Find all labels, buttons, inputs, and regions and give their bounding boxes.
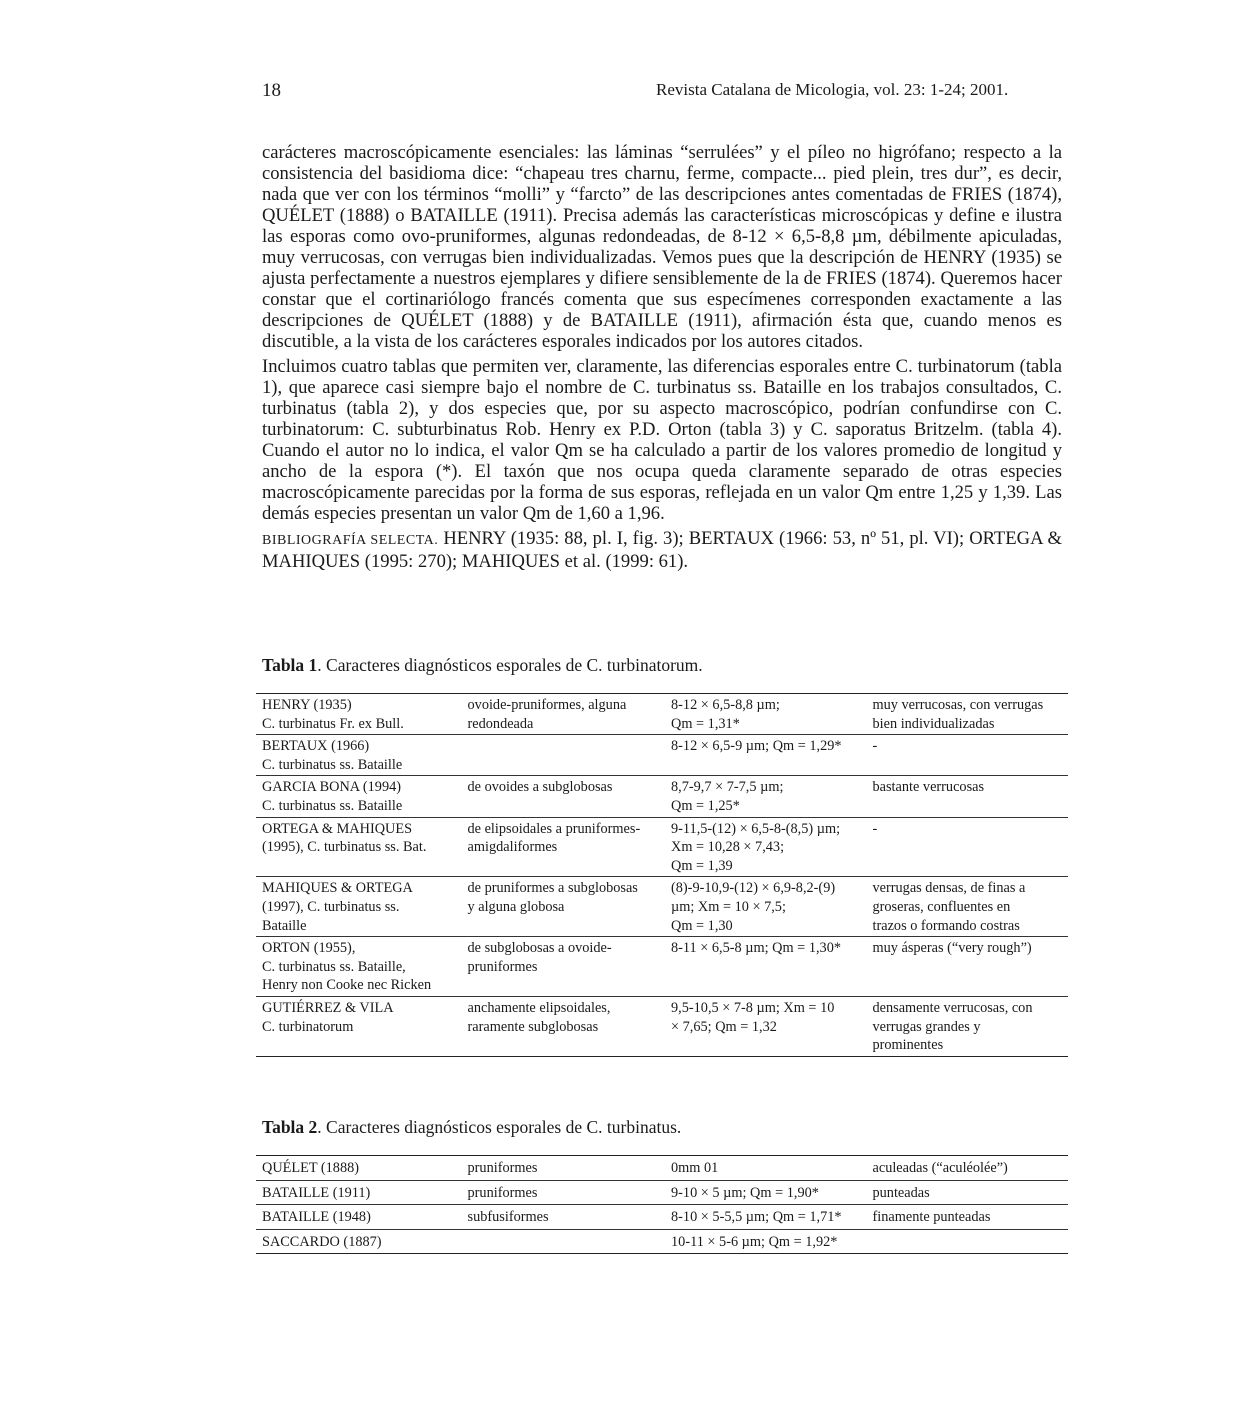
table-cell-size (665, 694, 866, 735)
table-cell-author (256, 817, 462, 877)
table-cell-size (665, 817, 866, 877)
table-2 (256, 1155, 1068, 1254)
cell-line: 8-12 × 6,5-8,8 µm; (671, 697, 780, 713)
cell-line: × 7,65; Qm = 1,32 (671, 1018, 777, 1035)
cell-line: MAHIQUES & ORTEGA (262, 880, 413, 897)
running-header: Revista Catalana de Micologia, vol. 23: 1-24; 2001. (656, 80, 1009, 99)
table-cell-shape (462, 996, 666, 1056)
table2-caption-label: Tabla 2 (262, 1117, 318, 1137)
table2-caption-text: . Caracteres diagnósticos esporales de C. turbinatus. (317, 1117, 682, 1137)
cell-line: GUTIÉRREZ & VILA (262, 999, 394, 1016)
cell-line: de elipsoidales a pruniformes- (467, 820, 641, 837)
table-cell-shape (462, 776, 666, 817)
cell-line: verrugas densas, de finas a (872, 880, 1026, 897)
table-cell-size (665, 776, 866, 817)
table-cell-shape (462, 694, 666, 735)
table-row (256, 937, 1068, 997)
table-cell-shape (462, 1229, 666, 1254)
cell-line: y alguna globosa (467, 898, 565, 915)
table-cell-ornament (867, 996, 1069, 1056)
table-cell-ornament (867, 877, 1069, 937)
cell-line: ORTEGA & MAHIQUES (262, 820, 413, 837)
table-cell-author: QUÉLET (1888) (262, 1160, 360, 1176)
table-cell-ornament (867, 937, 1069, 997)
cell-line: Qm = 1,39 (671, 857, 733, 874)
cell-line: trazos o formando costras (872, 917, 1020, 934)
cell-line: de pruniformes a subglobosas (467, 880, 638, 897)
table-cell-author (256, 877, 462, 937)
cell-line: C. turbinatus Fr. ex Bull. (262, 715, 404, 732)
table-row (256, 735, 1068, 776)
table-cell-author (256, 735, 462, 776)
cell-line: Qm = 1,30 (671, 917, 733, 934)
cell-line: C. turbinatus ss. Bataille, (262, 958, 406, 975)
cell-line: C. turbinatus ss. Bataille (262, 797, 403, 814)
paragraph-1: carácteres macroscópicamente esenciales: las láminas “serrulées” y el píleo no higrófano; respecto a la consistencia del basidioma dice: “chapeau tres charnu, ferme, compacte... pied plein, tres dur”, es decir, nada que ver con los términos “molli” y “farcto” de las descripciones antes comentadas de FRIES (1874), QUÉLET (1888) o BATAILLE (1911). Precisa además las características microscópicas y define e ilustra las esporas como ovo-pruniformes, algunas redondeadas, de 8-12 × 6,5-8,8 µm, débilmente apiculadas, muy verrucosas, con verrugas bien individualizadas. Vemos pues que la descripción de HENRY (1935) se ajusta perfectamente a nuestros ejemplares y difiere sensiblemente de la de FRIES (1874). Queremos hacer constar que el cortinariólogo francés comenta que sus especímenes corresponden exactamente a las descripciones de QUÉLET (1888) y de BATAILLE (1911), afirmación ésta que, cuando menos es discutible, a la vista de los carácteres esporales indicados por los autores citados. (262, 142, 1062, 352)
table-cell-author (256, 694, 462, 735)
table-cell-shape (462, 877, 666, 937)
table-cell-ornament (867, 1229, 1069, 1254)
bibliography (262, 528, 1062, 572)
table-cell-ornament (867, 694, 1069, 735)
page-number: 18 (262, 80, 281, 101)
cell-line: prominentes (872, 1037, 944, 1054)
table-cell-shape (462, 937, 666, 997)
table2-caption (262, 1117, 681, 1138)
cell-line: groseras, confluentes en (872, 898, 1011, 915)
cell-line: 8,7-9,7 × 7-7,5 µm; (671, 779, 784, 796)
cell-line: HENRY (1935) (262, 697, 352, 713)
table-cell-shape: pruniformes (467, 1160, 538, 1176)
cell-line: muy ásperas (“very rough”) (872, 940, 1032, 957)
cell-line: C. turbinatorum (262, 1018, 354, 1035)
cell-line: 8-12 × 6,5-9 µm; Qm = 1,29* (671, 738, 842, 755)
table1-caption-text: . Caracteres diagnósticos esporales de C. turbinatorum. (317, 655, 703, 675)
table-cell-size: 0mm 01 (671, 1160, 719, 1176)
table-cell-size: 8-10 × 5-5,5 µm; Qm = 1,71* (671, 1209, 842, 1226)
table-row (256, 1229, 1068, 1254)
table-cell-author (256, 776, 462, 817)
table-cell-size: 9-10 × 5 µm; Qm = 1,90* (671, 1184, 819, 1201)
cell-line: Bataille (262, 917, 307, 934)
table-cell-shape (462, 817, 666, 877)
cell-line: bastante verrucosas (872, 779, 985, 796)
cell-line: Qm = 1,25* (671, 797, 740, 814)
table-cell-ornament (867, 776, 1069, 817)
cell-line: µm; Xm = 10 × 7,5; (671, 898, 786, 915)
cell-line: verrugas grandes y (872, 1018, 981, 1035)
table-cell-author (256, 996, 462, 1056)
cell-line: Xm = 10,28 × 7,43; (671, 839, 785, 856)
cell-line: 9-11,5-(12) × 6,5-8-(8,5) µm; (671, 820, 841, 837)
cell-line: (1997), C. turbinatus ss. (262, 898, 400, 915)
cell-line: bien individualizadas (872, 715, 995, 732)
table-cell-ornament: punteadas (872, 1184, 930, 1201)
table-cell-shape: subfusiformes (467, 1209, 549, 1226)
body-text (262, 142, 1062, 576)
cell-line: pruniformes (467, 958, 538, 975)
table-row (256, 694, 1068, 735)
table-row (256, 877, 1068, 937)
cell-line: BERTAUX (1966) (262, 738, 370, 755)
table-row (256, 1156, 1068, 1181)
table-row (256, 817, 1068, 877)
bibliography-text: HENRY (1935: 88, pl. I, fig. 3); BERTAUX (1966: 53, nº 51, pl. VI); ORTEGA & MAHIQUES (1995: 270); MAHIQUES et al. (1999: 61). (262, 528, 1062, 572)
table-cell-ornament: finamente punteadas (872, 1209, 991, 1226)
table-row (256, 996, 1068, 1056)
cell-line: Henry non Cooke nec Ricken (262, 977, 432, 994)
cell-line: 8-11 × 6,5-8 µm; Qm = 1,30* (671, 940, 841, 957)
cell-line: - (872, 820, 878, 837)
table-cell-shape (462, 735, 666, 776)
table-cell-author (256, 937, 462, 997)
cell-line: Qm = 1,31* (671, 715, 740, 732)
table-cell-size (665, 937, 866, 997)
cell-line: anchamente elipsoidales, (467, 999, 611, 1016)
table1-caption-label: Tabla 1 (262, 655, 318, 675)
bibliography-label: BIBLIOGRAFÍA SELECTA. (262, 533, 439, 548)
table-cell-author: BATAILLE (1911) (262, 1184, 371, 1201)
cell-line: densamente verrucosas, con (872, 999, 1033, 1016)
cell-line: (8)-9-10,9-(12) × 6,9-8,2-(9) (671, 880, 836, 897)
paragraph-2: Incluimos cuatro tablas que permiten ver, claramente, las diferencias esporales entre C. turbinatorum (tabla 1), que aparece casi siempre bajo el nombre de C. turbinatus ss. Bataille en los trabajos consultados, C. turbinatus (tabla 2), y dos especies que, por su aspecto macroscópico, podrían confundirse con C. turbinatorum: C. subturbinatus Rob. Henry ex P.D. Orton (tabla 3) y C. saporatus Britzelm. (tabla 4). Cuando el autor no lo indica, el valor Qm se ha calculado a partir de los valores promedio de longitud y ancho de la espora (*). El taxón que nos ocupa queda claramente separado de otras especies macroscópicamente parecidas por la forma de sus esporas, reflejada en un valor Qm entre 1,25 y 1,39. Las demás especies presentan un valor Qm de 1,60 a 1,96. (262, 356, 1062, 524)
table-cell-author: BATAILLE (1948) (262, 1209, 371, 1226)
cell-line: - (872, 738, 878, 755)
table-cell-size: 10-11 × 5-6 µm; Qm = 1,92* (671, 1233, 838, 1250)
cell-line: ORTON (1955), (262, 940, 356, 957)
table1-caption (262, 655, 703, 676)
table-row (256, 776, 1068, 817)
table-1 (256, 693, 1068, 1057)
table-cell-shape: pruniformes (467, 1184, 538, 1201)
cell-line: 9,5-10,5 × 7-8 µm; Xm = 10 (671, 999, 835, 1016)
cell-line: C. turbinatus ss. Bataille (262, 756, 403, 773)
cell-line: ovoide-pruniformes, alguna (467, 697, 627, 713)
cell-line: de ovoides a subglobosas (467, 779, 613, 796)
table-cell-ornament (867, 735, 1069, 776)
cell-line: de subglobosas a ovoide- (467, 940, 612, 957)
table-cell-size (665, 877, 866, 937)
cell-line: GARCIA BONA (1994) (262, 779, 402, 796)
table-row (256, 1180, 1068, 1205)
cell-line: amigdaliformes (467, 839, 558, 856)
table-cell-ornament (867, 817, 1069, 877)
cell-line: (1995), C. turbinatus ss. Bat. (262, 839, 427, 856)
cell-line: muy verrucosas, con verrugas (872, 697, 1044, 713)
table-cell-size (665, 996, 866, 1056)
table-row (256, 1205, 1068, 1230)
cell-line: redondeada (467, 715, 534, 732)
table-cell-author: SACCARDO (1887) (262, 1233, 382, 1250)
table-cell-ornament: aculeadas (“aculéolée”) (872, 1160, 1008, 1176)
cell-line: raramente subglobosas (467, 1018, 599, 1035)
table-cell-size (665, 735, 866, 776)
